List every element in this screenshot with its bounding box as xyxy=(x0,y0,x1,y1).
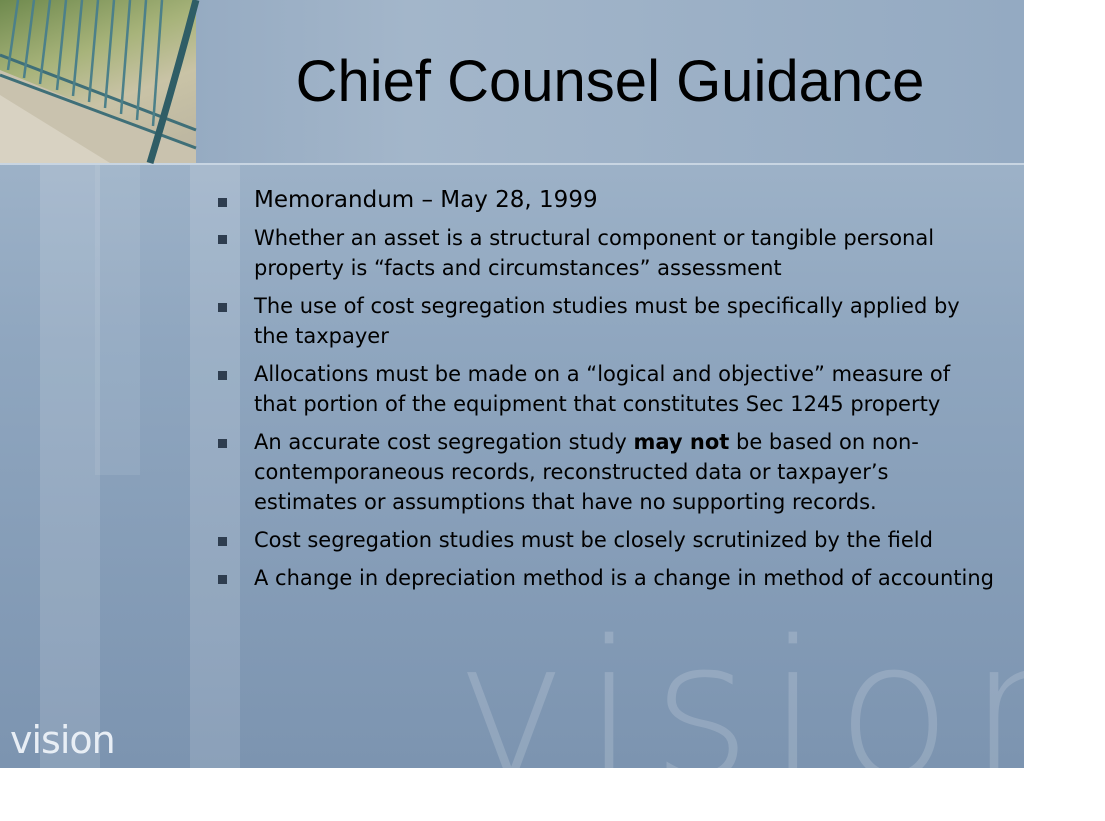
bullet-square-icon xyxy=(218,198,227,207)
bullet-square-icon xyxy=(218,439,227,448)
bullet-item: A change in depreciation method is a change in method of accounting xyxy=(210,563,995,593)
bullet-item: Memorandum – May 28, 1999 xyxy=(210,185,995,215)
bullet-square-icon xyxy=(218,235,227,244)
bullet-item: Whether an asset is a structural component or tangible personal property is “facts and circumstances” assessment xyxy=(210,223,995,283)
bullet-square-icon xyxy=(218,371,227,380)
bullet-item: The use of cost segregation studies must be specifically applied by the taxpayer xyxy=(210,291,995,351)
background-stripe xyxy=(40,165,100,768)
bullet-item: Allocations must be made on a “logical and objective” measure of that portion of the equipment that constitutes Sec 1245 property xyxy=(210,359,995,419)
vision-logo: vision xyxy=(10,718,115,762)
vision-watermark: vision xyxy=(455,600,1105,821)
bullet-item: An accurate cost segregation study may not be based on non-contemporaneous records, reconstructed data or taxpayer’s estimates or assumptions that have no supporting records. xyxy=(210,427,995,517)
bullet-list xyxy=(210,185,995,601)
slide-title: Chief Counsel Guidance xyxy=(295,49,925,114)
emphasis-may-not: may not xyxy=(633,430,730,454)
background-stripe xyxy=(95,165,140,475)
bullet-square-icon xyxy=(218,575,227,584)
bullet-square-icon xyxy=(218,303,227,312)
header-band xyxy=(0,0,1024,165)
bullet-item: Cost segregation studies must be closely scrutinized by the field xyxy=(210,525,995,555)
bullet-square-icon xyxy=(218,537,227,546)
bridge-photo xyxy=(0,0,196,163)
